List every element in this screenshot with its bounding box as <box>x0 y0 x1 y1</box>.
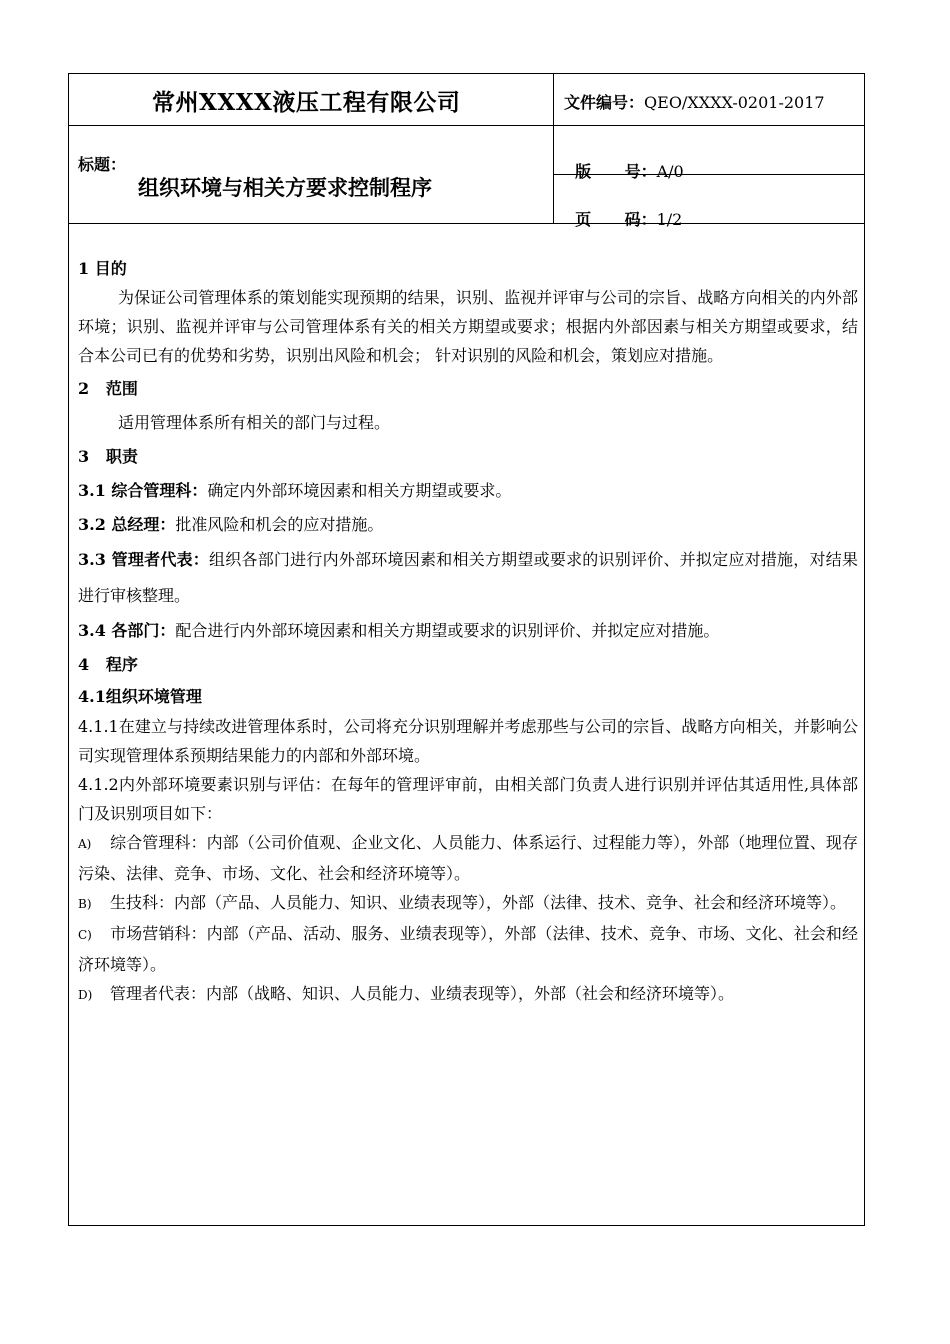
section-2-heading: 2 范围 <box>78 379 138 398</box>
company-name: 常州XXXX液压工程有限公司 <box>152 89 461 116</box>
header-divider-1 <box>68 125 865 126</box>
section-3-2: 3.2 总经理：批准风险和机会的应对措施。 <box>78 515 384 534</box>
section-3-3: 3.3 管理者代表：组织各部门进行内外部环境因素和相关方期望或要求的识别评价、并拟定应对措施，对结果进行审核整理。 <box>78 550 858 605</box>
item-d: D) 管理者代表：内部（战略、知识、人员能力、业绩表现等），外部（社会和经济环境等）。 <box>78 984 735 1003</box>
section-4-1-1: 4.1.1在建立与持续改进管理体系时，公司将充分识别理解并考虑那些与公司的宗旨、战略方向相关，并影响公司实现管理体系预期结果能力的内部和外部环境。 <box>78 717 858 765</box>
version-label: 版 号： <box>575 162 657 181</box>
title-label: 标题： <box>78 155 127 174</box>
page-value: 1/2 <box>656 210 683 229</box>
version-value: A/0 <box>656 162 684 181</box>
page-number <box>564 188 682 230</box>
doc-number <box>564 90 825 113</box>
item-c: C) 市场营销科：内部（产品、活动、服务、业绩表现等），外部（法律、技术、竞争、市场、文化、社会和经济环境等）。 <box>78 924 858 974</box>
doc-number-value: QEO/XXXX-0201-2017 <box>644 93 825 112</box>
document-body <box>78 255 858 1010</box>
section-1-heading: 1 目的 <box>78 259 127 278</box>
section-2-text: 适用管理体系所有相关的部门与过程。 <box>118 413 391 432</box>
page-label: 页 码： <box>575 210 657 229</box>
item-b: B) 生技科：内部（产品、人员能力、知识、业绩表现等），外部（法律、技术、竞争、社会和经济环境等）。 <box>78 893 847 912</box>
doc-number-label: 文件编号： <box>564 93 645 112</box>
section-3-heading: 3 职责 <box>78 447 138 466</box>
header-column-divider <box>553 73 554 223</box>
header-divider-3 <box>68 223 865 224</box>
section-4-1-2: 4.1.2内外部环境要素识别与评估：在每年的管理评审前，由相关部门负责人进行识别并评估其适用性,具体部门及识别项目如下： <box>78 775 858 823</box>
document-title: 组织环境与相关方要求控制程序 <box>138 175 432 200</box>
section-1-text: 为保证公司管理体系的策划能实现预期的结果，识别、监视并评审与公司的宗旨、战略方向相关的内外部环境；识别、监视并评审与公司管理体系有关的相关方期望或要求；根据内外部因素与相关方期望或要求，结合本公司已有的优势和劣势，识别出风险和机会； 针对识别的风险和机会，策划应对措施。 <box>78 288 858 365</box>
section-4-heading: 4 程序 <box>78 655 138 674</box>
section-3-4: 3.4 各部门：配合进行内外部环境因素和相关方期望或要求的识别评价、并拟定应对措施。 <box>78 621 720 640</box>
section-4-1-heading: 4.1组织环境管理 <box>78 687 202 706</box>
item-a: A) 综合管理科：内部（公司价值观、企业文化、人员能力、体系运行、过程能力等），外部（地理位置、现存污染、法律、竞争、市场、文化、社会和经济环境等）。 <box>78 833 858 883</box>
version <box>564 140 684 182</box>
section-3-1: 3.1 综合管理科：确定内外部环境因素和相关方期望或要求。 <box>78 481 512 500</box>
